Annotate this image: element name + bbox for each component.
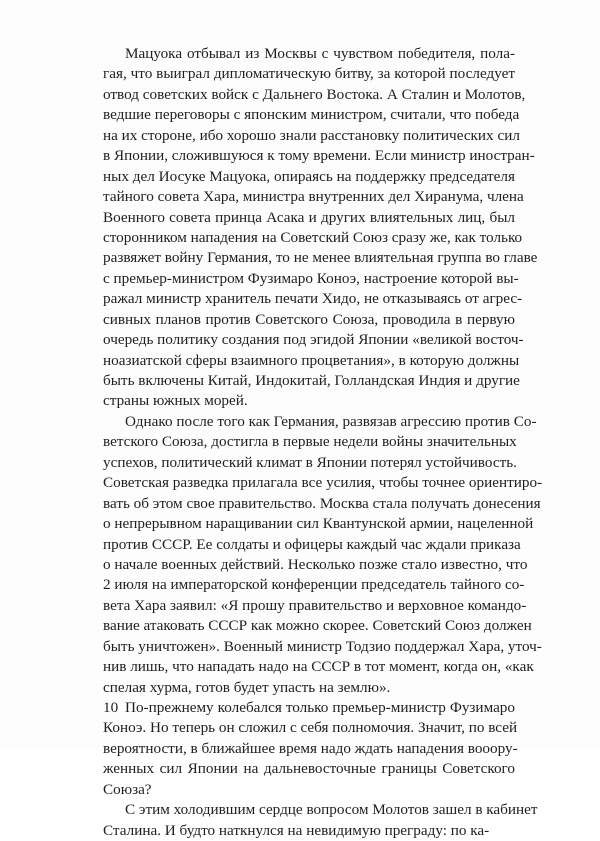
text-line: Союза? [103, 780, 152, 798]
text-line: с премьер-министром Фузимаро Коноэ, настроение которой вы- [103, 269, 519, 287]
text-line: ветского Союза, достигла в первые недели войны значительных [103, 433, 517, 451]
text-line: быть уничтожен». Военный министр Тодзио поддержал Хара, уточ- [103, 637, 542, 655]
text-line: вание атаковать СССР как можно скорее. Советский Союз должен [103, 617, 532, 635]
text-line: о непрерывном наращивании сил Квантунской армии, нацеленной [103, 515, 534, 533]
text-line: Сталина. И будто наткнулся на невидимую преграду: по ка- [103, 821, 490, 839]
page-number: 10 [103, 699, 119, 716]
text-line: о начале военных действий. Несколько позже стало известно, что [103, 555, 528, 573]
text-line: сивных планов против Советского Союза, проводила в первую [103, 310, 515, 328]
text-line: ведшие переговоры с японским министром, считали, что победа [103, 106, 520, 124]
text-line: ных дел Иосуке Мацуока, опираясь на поддержку председателя [103, 167, 515, 185]
text-line: С этим холодившим сердце вопросом Молотов зашел в кабинет [125, 801, 538, 819]
text-line: женных сил Японии на дальневосточные границы Советского [103, 760, 515, 778]
text-line: успехов, политический климат в Японии потерял устойчивость. [103, 453, 517, 471]
text-line: развяжет войну Германия, то не менее влиятельная группа во главе [103, 249, 538, 267]
text-line: Однако после того как Германия, развязав агрессию против Со- [125, 412, 537, 430]
text-line: По-прежнему колебался только премьер-министр Фузимаро [125, 699, 515, 716]
text-line: 2 июля на императорской конференции председатель тайного со- [103, 576, 525, 594]
text-line: против СССР. Ее солдаты и офицеры каждый час ждали приказа [103, 535, 521, 553]
text-line: ноазиатской сферы взаимного процветания», в которую должны [103, 351, 520, 369]
text-line: Военного совета принца Асака и других влиятельных лиц, был [103, 208, 515, 226]
text-line: быть включены Китай, Индокитай, Голландская Индия и другие [103, 372, 520, 389]
text-line: Советская разведка прилагала все усилия, чтобы точнее ориентиро- [103, 474, 543, 492]
text-line: спелая хурма, готов будет упасть на землю». [103, 678, 391, 696]
text-line: очередь политику создания под эгидой Японии «великой восточ- [103, 331, 524, 349]
text-line: гая, что выиграл дипломатическую битву, за которой последует [103, 65, 515, 83]
text-line: нив лишь, что нападать надо на СССР в тот момент, когда он, «как [103, 658, 534, 676]
paragraph [103, 44, 538, 412]
paragraph [103, 800, 538, 841]
text-line: вета Хара заявил: «Я прошу правительство и верховное командо- [103, 596, 527, 614]
text-line: на их стороне, ибо хорошо знали расстановку политических сил [103, 126, 520, 144]
paragraph [103, 698, 518, 800]
text-line: страны южных морей. [103, 392, 248, 410]
text-line: Мацуока отбывал из Москвы с чувством победителя, пола- [125, 45, 515, 62]
body-text [103, 44, 543, 841]
text-line: Коноэ. Но теперь он сложил с себя полномочия. Значит, по всей [103, 719, 518, 737]
text-line: вероятности, в ближайшее время надо ждать нападения вооору- [103, 739, 518, 757]
text-line: тайного совета Хара, министра внутренних дел Хиранума, члена [103, 188, 524, 206]
text-line: вать об этом свое правительство. Москва стала получать донесения [103, 494, 541, 512]
paragraph [103, 412, 543, 698]
text-line: отвод советских войск с Дальнего Востока. А Сталин и Молотов, [103, 85, 526, 103]
text-line: сторонником нападения на Советский Союз сразу же, как только [103, 228, 523, 246]
text-line: ражал министр хранитель печати Хидо, не отказываясь от агрес- [103, 290, 523, 308]
text-line: в Японии, сложившуюся к тому времени. Если министр иностран- [103, 147, 535, 165]
